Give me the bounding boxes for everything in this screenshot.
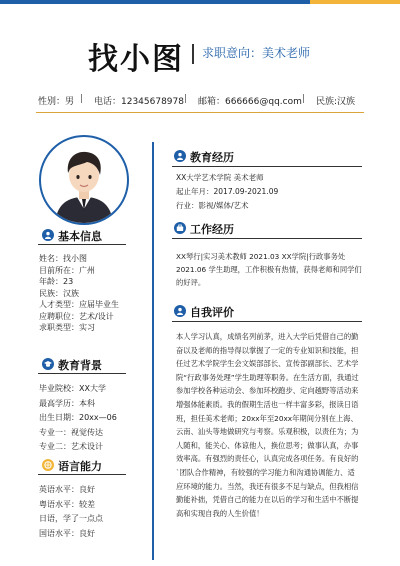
basic-info-title: 基本信息 — [58, 230, 102, 243]
work-history-title: 工作经历 — [190, 223, 234, 236]
graduation-icon — [42, 358, 54, 370]
background-line: 最高学历：本科 — [39, 398, 95, 408]
briefcase-icon — [174, 222, 186, 234]
self-evaluation-text: 本人学习认真，成绩名列前茅，进入大学后凭借自己的勤奋以及老师的指导得以掌握了一定的专业知识和技能，担任过艺术学院学生会文娱部部长、宣传部副部长、艺术学院“行政事务处理”学生助理等职务。在生活方面，我通过参加学校各种运动会、参加环校跑步、定向越野等活动来增强体能素质。我的假期生活也一样丰富多彩，报读日语班，担任美术老师；20xx年至20xx年期间分别在上海、云南、汕头等地做研究与考察。乐观积极，以责任为；为人随和，能关心、体谅他人，换位思考；做事认真，办事效率高。有强烈的责任心，认真完成各项任务。有良好的`团队合作精神，有较强的学习能力和沟通协调能力、适应环境的能力。当然，我还有很多不足与缺点，但我相信勤能补拙，凭借自己的能力在以后的学习和生活中不断提高和实现自我的人生价值！ — [176, 332, 359, 518]
contact-separator: | — [80, 94, 84, 104]
ethnicity-field: 民族:汉族 — [316, 97, 356, 107]
person-icon — [174, 305, 186, 317]
work-history-rule — [172, 238, 362, 239]
user-icon — [42, 229, 54, 241]
education-background-rule — [38, 373, 126, 374]
contact-row — [0, 92, 400, 108]
resume-header — [0, 30, 400, 80]
education-line: 行业：影视/媒体/艺术 — [176, 201, 249, 210]
avatar-illustration — [41, 137, 127, 223]
language-line: 英语水平：良好 — [39, 485, 95, 494]
education-line: XX大学艺术学院 美术老师 — [176, 173, 264, 182]
basic-info-line: 应聘职位：艺术/设计 — [39, 311, 114, 321]
education-line: 起止年月：2017.09-2021.09 — [176, 187, 279, 196]
basic-info-line: 人才类型：应届毕业生 — [39, 300, 119, 309]
header-divider — [192, 44, 194, 64]
language-title: 语言能力 — [58, 460, 102, 473]
language-line: 日语，学了一点点 — [39, 514, 103, 523]
education-background-list — [39, 383, 117, 453]
header-rule — [36, 112, 364, 113]
avatar — [39, 135, 129, 225]
education-history-rule — [172, 166, 362, 167]
timeline-line — [152, 142, 154, 560]
language-line: 粤语水平：较差 — [39, 499, 95, 509]
top-color-bar — [0, 0, 400, 4]
education-history-content — [176, 172, 278, 212]
background-line: 出生日期：20xx—06 — [39, 413, 117, 422]
gender-field: 性别：男 — [38, 97, 75, 107]
background-line: 毕业院校：XX大学 — [39, 384, 106, 393]
basic-info-list — [39, 253, 119, 334]
education-history-title: 教育经历 — [190, 151, 234, 164]
language-rule — [38, 474, 126, 475]
education-background-title: 教育背景 — [58, 359, 102, 372]
self-evaluation-title: 自我评价 — [190, 306, 234, 319]
background-line: 专业二：艺术设计 — [39, 442, 103, 451]
work-history-text: XX琴行|实习美术教师 2021.03 XX学院|行政事务处 2021.06 学生助理，工作积极有热情，获得老师和同学们的好评。 — [176, 252, 362, 287]
contact-separator: | — [184, 94, 188, 104]
basic-info-line: 民族：汉族 — [39, 288, 79, 298]
basic-info-line: 年龄：23 — [39, 277, 74, 286]
globe-icon — [42, 459, 54, 471]
book-icon — [174, 150, 186, 162]
basic-info-line: 姓名：找小图 — [39, 254, 87, 263]
basic-info-line: 求职类型：实习 — [39, 323, 95, 332]
basic-info-rule — [38, 244, 126, 245]
phone-field: 电话：12345678978 — [94, 97, 184, 107]
contact-separator: | — [302, 94, 306, 104]
basic-info-line: 目前所在：广州 — [39, 265, 95, 275]
email-field: 邮箱：666666@qq.com — [198, 97, 302, 107]
language-line: 国语水平：良好 — [39, 528, 95, 538]
candidate-name: 找小图 — [88, 42, 184, 77]
job-intent: 求职意向：美术老师 — [202, 46, 311, 60]
background-line: 专业一：视觉传达 — [39, 427, 103, 437]
language-list — [39, 484, 103, 539]
self-evaluation-rule — [172, 321, 362, 322]
top-accent-bar — [310, 0, 400, 4]
